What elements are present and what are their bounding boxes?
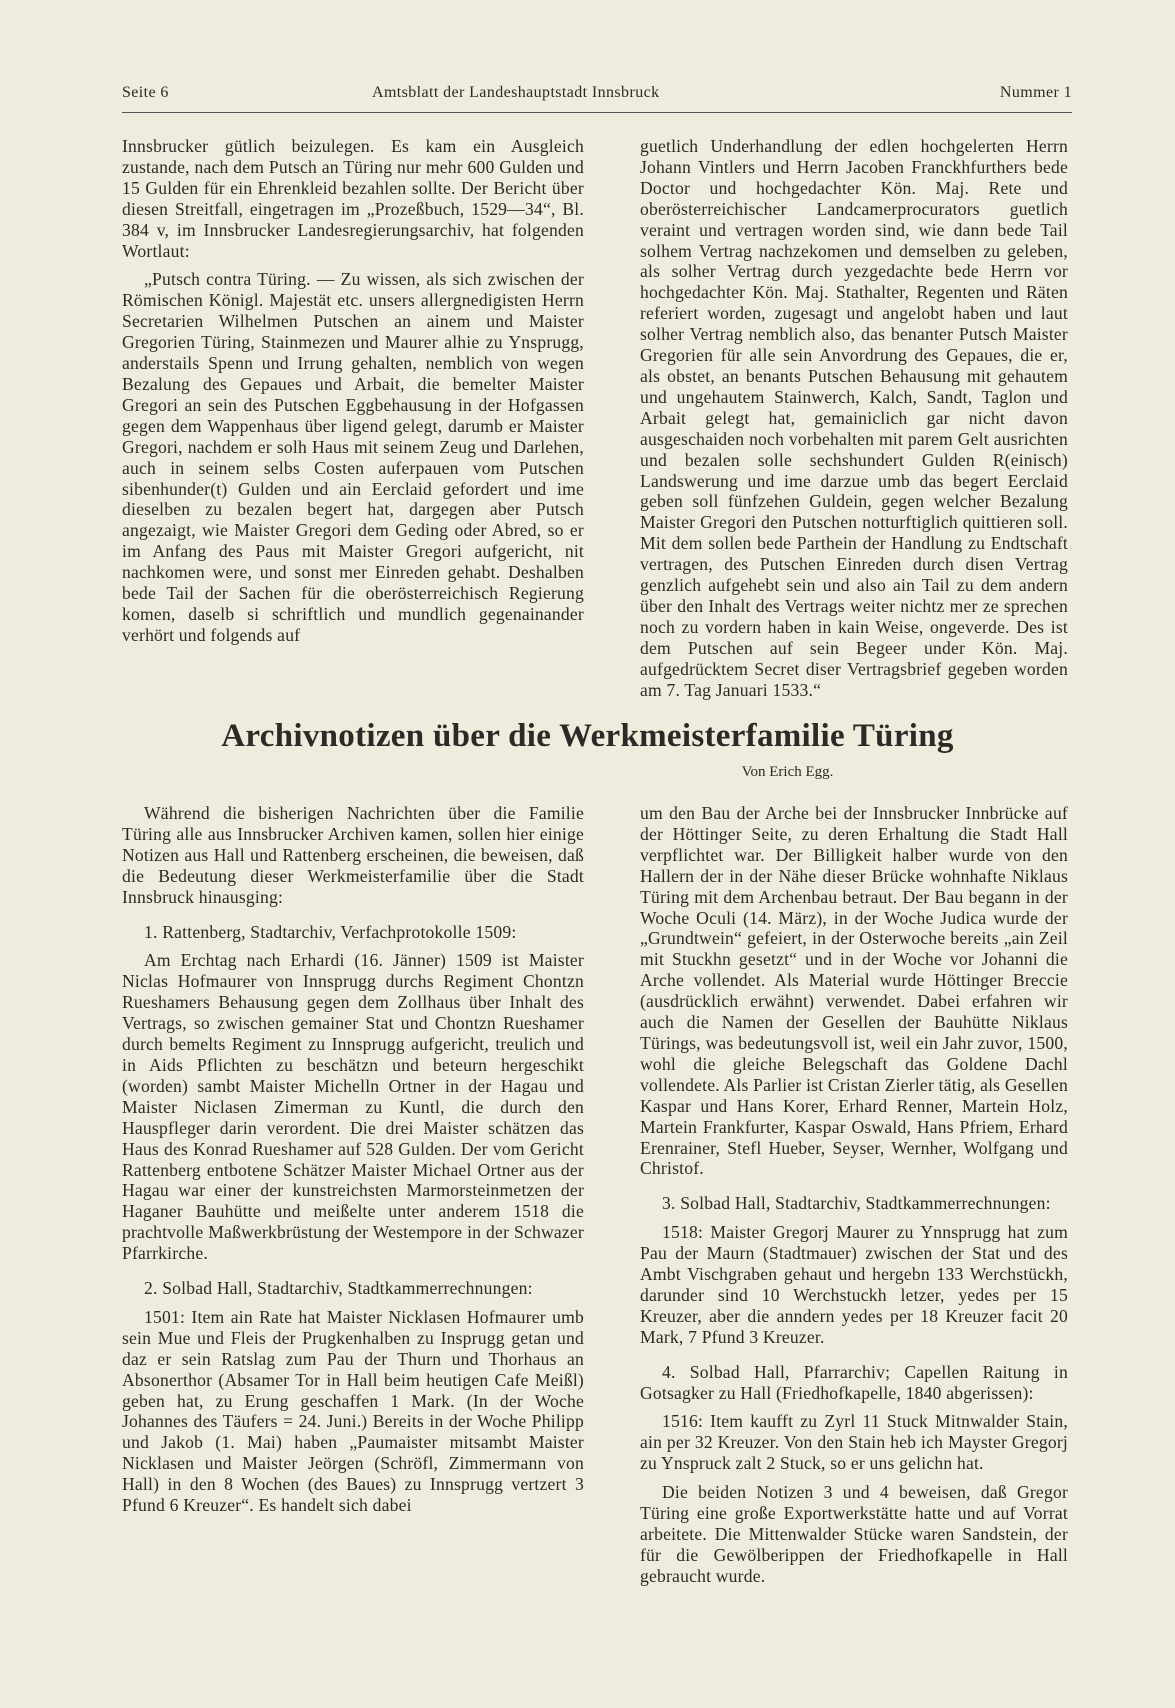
section-text-4: 1516: Item kaufft zu Zyrl 11 Stuck Mitnwalder Stain, ain per 32 Kreuzer. Von den Stain heb ich Mayster Gregorj zu Ynspruck zalt 2 Stuck, so er uns gelichn hat.	[640, 1411, 1068, 1474]
issue-number: Nummer 1	[999, 84, 1072, 101]
quoted-document: „Putsch contra Türing. — Zu wissen, als sich zwischen der Römischen Königl. Majestät etc. unsers allergnedigisten Herrn Secretarien Wilhelmen Putschen an ainem und Maister Gregorien Türing, Stainmezen und Maurer alhie zu Ynsprugg, anderstails Spenn und Irrung gehalten, nemblich von wegen Bezalung des Gepaues und Arbait, die bemelter Maister Gregori an sein des Putschen Eggbehausung in der Hofgassen gegen dem Wappenhaus über ligend gelegt, darumb er Maister Gregori, nachdem er solh Haus mit seinem Zeug und Darlehen, auch in seinem selbs Costen auferpauen vom Putschen sibenhunder(t) Gulden und ain Eerclaid gefordert und ime dieselben zu bezalen begert hat, dargegen aber Putsch angezaigt, wie Maister Gregori dem Geding oder Abred, so er im Anfang des Paus mit Maister Gregori aufgericht, nit nachkomen were, und sonst mer Einreden gehabt. Deshalben bede Tail der Sachen für die oberösterreichisch Regierung komen, daselb si schriftlich und mundlich gegenainander verhört und folgends auf	[122, 269, 584, 645]
article-title: Archivnotizen über die Werkmeisterfamilie Türing	[221, 718, 954, 754]
header-rule	[122, 112, 1072, 113]
section-heading-3: 3. Solbad Hall, Stadtarchiv, Stadtkammerrechnungen:	[662, 1193, 1051, 1214]
page-number: Seite 6	[122, 84, 169, 101]
top-right-column	[640, 136, 1068, 700]
section-text-1: Am Erchtag nach Erhardi (16. Jänner) 1509 ist Maister Niclas Hofmaurer von Innsprugg durchs Regiment Chontzn Rueshamers Behausung gegen dem Zollhaus über Inhalt des Vertrags, so zwischen gemainer Stat und Chontzn Rueshamer durch bemelts Regiment zu Innsprugg aufgericht, treulich und in Aids Pflichten zu beschätzn und beteurn hergeschikt (worden) sambt Maister Michelln Ortner in der Hagau und Maister Niclasen Zimerman zu Kuntl, die durch den Hauspfleger darin verordent. Die drei Maister schätzen das Haus des Konrad Rueshamer auf 528 Gulden. Der vom Gericht Rattenberg entbotene Schätzer Maister Michael Ortner aus der Hagau war einer der kunstreichsten Marmorsteinmetzen der Haganer Bauhütte und meißelte unter anderem 1518 die prachtvolle Maßwerkbrüstung der Westempore in der Schwazer Pfarrkirche.	[122, 950, 584, 1264]
section-heading-1: 1. Rattenberg, Stadtarchiv, Verfachprotokolle 1509:	[144, 921, 517, 942]
paragraph: Innsbrucker gütlich beizulegen. Es kam ein Ausgleich zustande, nach dem Putsch an Türing nur mehr 600 Gulden und 15 Gulden für ein Ehrenkleid bezahlen sollte. Der Bericht über diesen Streitfall, eingetragen im „Prozeßbuch, 1529—34“, Bl. 384 v, im Innsbrucker Landesregierungsarchiv, hat folgenden Wortlaut:	[122, 136, 584, 261]
section-text-2: 1501: Item ain Rate hat Maister Nicklasen Hofmaurer umb sein Mue und Fleis der Prugkenhalben zu Insprugg getan und daz er sein Ratslag zum Pau der Thurn und Thorhaus an Absonerthor (Absamer Tor in Hall beim heutigen Cafe Meißl) geben hat, zu Erung geschaffen 1 Mark. (In der Woche Johannes des Täufers = 24. Juni.) Bereits in der Woche Philipp und Jakob (1. Mai) haben „Paumaister mitsambt Maister Nicklasen und Maister Jeörgen (Schröfl, Zimmermann von Hall) in den 8 Wochen (des Baues) zu Innsprugg vertzert 3 Pfund 6 Kreuzer“. Es handelt sich dabei	[122, 1306, 584, 1516]
running-header	[122, 84, 1072, 106]
publication-title: Amtsblatt der Landeshauptstadt Innsbruck	[372, 84, 660, 101]
section-heading-4: 4. Solbad Hall, Pfarrarchiv; Capellen Raitung in Gotsagker zu Hall (Friedhofkapelle, 1840 abgerissen):	[640, 1361, 1068, 1403]
article-byline: Von Erich Egg.	[741, 764, 834, 780]
top-left-column	[122, 136, 584, 646]
conclusion-paragraph: Die beiden Notizen 3 und 4 beweisen, daß Gregor Türing eine große Exportwerkstätte hatte und auf Vorrat arbeitete. Die Mittenwalder Stücke waren Sandstein, der für die Gewölberippen der Friedhofkapelle in Hall gebraucht wurde.	[640, 1482, 1068, 1586]
paragraph: um den Bau der Arche bei der Innsbrucker Innbrücke auf der Höttinger Seite, zu deren Erhaltung die Stadt Hall verpflichtet war. Der Billigkeit halber wurde von den Hallern der in der Nähe dieser Brücke wohnhafte Niklaus Türing mit dem Archenbau betraut. Der Bau begann in der Woche Oculi (14. März), in der Woche Judica wurde der „Grundtwein“ gefeiert, in der Osterwoche bereits „ain Zeil mit Stuckhn gesetzt“ und in der Woche vor Johanni die Arche vollendet. Als Material wurde Höttinger Breccie (ausdrücklich erwähnt) verwendet. Dabei erfahren wir auch die Namen der Gesellen der Bauhütte Niklaus Türings, was bedeutungsvoll ist, weil ein Jahr zuvor, 1500, wohl die gleiche Belegschaft das Goldene Dachl vollendete. Als Parlier ist Cristan Zierler tätig, als Gesellen Kaspar und Hans Korer, Erhard Renner, Martein Holz, Martein Frankfurter, Kaspar Oswald, Hans Pfriem, Erhard Erenrainer, Stefl Hueber, Seyser, Wernher, Wolfgang und Christof.	[640, 803, 1068, 1179]
article-right-column	[640, 803, 1068, 1587]
article-left-column	[122, 803, 584, 1516]
section-text-3: 1518: Maister Gregorj Maurer zu Ynnsprugg hat zum Pau der Maurn (Stadtmauer) zwischen der Stat und des Ambt Vischgraben gehaut und hergebn 133 Werchstückh, darunder sind 10 Werchstuckh letzer, yedes per 15 Kreuzer, aber die anndern yedes per 18 Kreuzer facit 20 Mark, 7 Pfund 3 Kreuzer.	[640, 1222, 1068, 1347]
section-heading-2: 2. Solbad Hall, Stadtarchiv, Stadtkammerrechnungen:	[144, 1278, 533, 1299]
intro-paragraph: Während die bisherigen Nachrichten über die Familie Türing alle aus Innsbrucker Archiven kamen, sollen hier einige Notizen aus Hall und Rattenberg erscheinen, die beweisen, daß die Bedeutung dieser Werkmeisterfamilie über die Stadt Innsbruck hinausging:	[122, 803, 584, 907]
paragraph: guetlich Underhandlung der edlen hochgelerten Herrn Johann Vintlers und Herrn Jacoben Franckhfurthers bede Doctor und hochgedachter Kön. Maj. Rete und oberösterreichischer Landcamerprocurators guetlich veraint und vertragen worden sind, wie dann bede Tail solhem Vertrag nachzekomen und demselben zu geleben, als solher Vertrag durch yezgedachte bede Herrn vor hochgedachter Kön. Maj. Stathalter, Regenten und Räten referiert worden, zugesagt und angelobt haben und laut solher Vertrag nemblich also, das benanter Putsch Maister Gregorien für alle sein Anvordrung des Gepaues, die er, als obstet, an benants Putschen Behausung mit gehautem und ungehautem Stainwerch, Kalch, Sandt, Taglon und Arbait gelegt hat, gemainiclich gar nicht davon ausgeschaiden noch vorbehalten mit parem Gelt ausrichten und bezalen solle sechshundert Gulden R(einisch) Landswerung und ime darzue umb das begert Eerclaid geben soll fünfzehen Guldein, gegen welcher Bezalung Maister Gregori den Putschen notturftiglich quittieren soll. Mit dem sollen bede Parthein der Handlung zu Endtschaft vertragen, des Putschen Einreden durch disen Vertrag genzlich aufgehebt sein und also ain Tail zu dem andern über den Inhalt des Vertrags weiter nichtz mer ze sprechen noch zu vordern haben in kain Weise, ongeverde. Des ist dem Putschen auf sein Begeer under Kön. Maj. aufgedrücktem Secret diser Vertragsbrief gegeben worden am 7. Tag Januari 1533.“	[640, 136, 1068, 700]
